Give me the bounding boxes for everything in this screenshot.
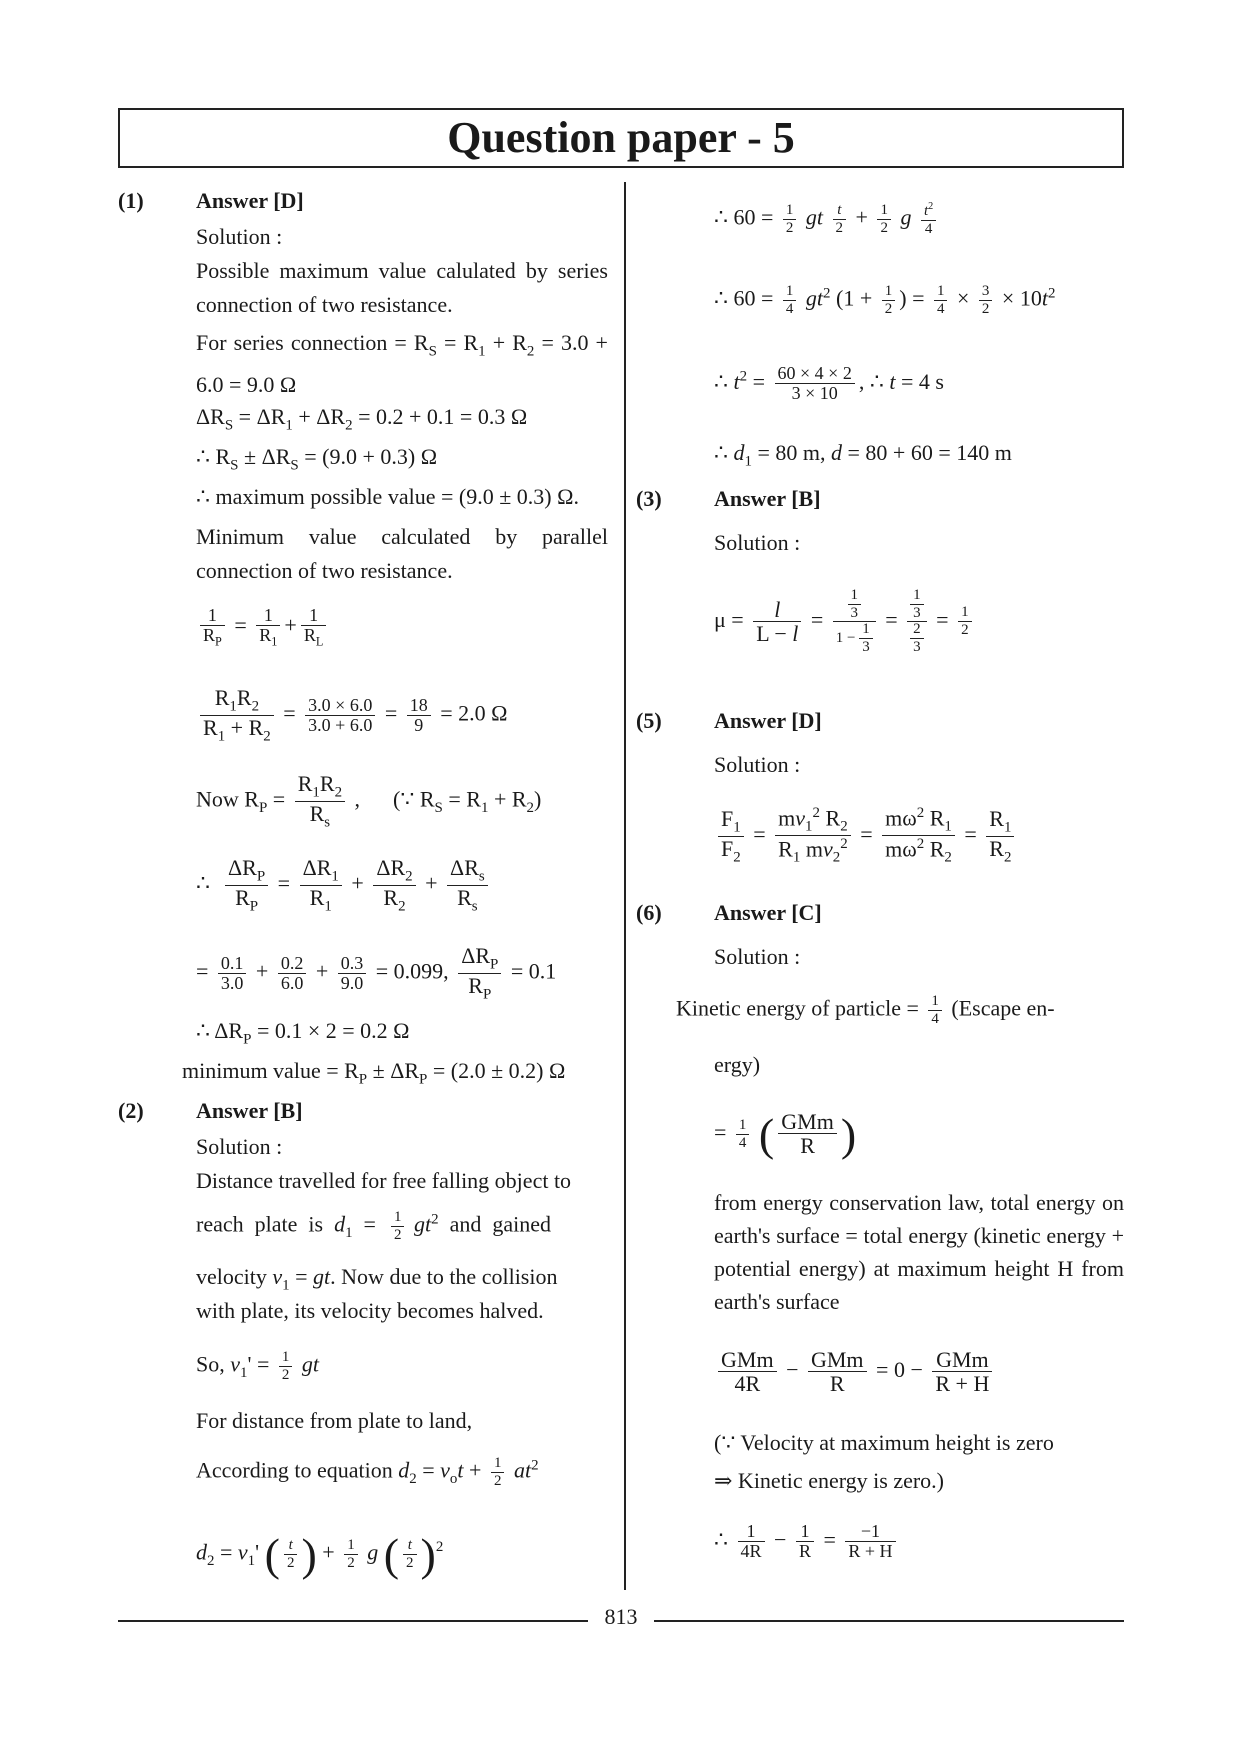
question-number-6: (6)	[636, 900, 662, 925]
q5-force-ratio: $\frac{F_1}{F_2}$ = $\frac{mv_1^2 R_2}{R_1 mv_2^2}$ = $\frac{m\omega^2 R_1}{m\omega^2 R_2}$ = $\frac{R_1}{R_2}$	[714, 806, 1018, 867]
q1-paragraph-1: Possible maximum value calulated by series connection of two resistance.	[196, 258, 608, 317]
q2-step-60-b: ∴ 60 = $\frac{1}{4}$ $gt^2$ (1 + $\frac{1}{2}$ ) = $\frac{1}{4}$ × $\frac{3}{2}$ × $10t^2$	[714, 283, 1056, 317]
question-number-1: (1)	[118, 188, 144, 213]
question-number-3: (3)	[636, 486, 662, 511]
q1-delta-rp: ∴ $\Delta R_P = 0.1 \times 2 = 0.2$ Ω	[196, 1018, 410, 1048]
solution-label-6: Solution :	[714, 944, 801, 969]
solution-label-3: Solution :	[714, 530, 801, 555]
q6-paragraph-1: from energy conservation law, total energy on earth's surface = total energy (kinetic energy + potential energy) at maximum height H from earth's surface	[714, 1190, 1124, 1314]
q6-kinetic-energy: Kinetic energy of particle = $\frac{1}{4}$ (Escape en-	[676, 993, 1055, 1027]
q1-min-value: minimum value = $R_P \pm \Delta R_P = (2.0 \pm 0.2)$ Ω	[182, 1058, 566, 1088]
column-divider	[624, 182, 626, 1590]
q1-relative-error-value: = $\frac{0.1}{3.0}$ + $\frac{0.2}{6.0}$ + $\frac{0.3}{9.0}$ = 0.099, $\Delta R_P$ $R_P$ = 0.1	[196, 943, 557, 1003]
answer-1: Answer [D]	[196, 188, 304, 213]
q6-ke-value: = $\frac{1}{4}$ ( GMm R )	[714, 1109, 857, 1160]
solution-label-1: Solution :	[196, 224, 283, 249]
q2-equation-d2: According to equation $d_2 = v_ot$ + $\frac{1}{2}$ $at^2$	[196, 1455, 539, 1489]
q3-mu-equation: μ = $\frac{l}{L - l}$ = $\frac{1}{3}$ 1 − $\frac{1}{3}$ = $\frac{\frac{1}{3}}{\frac{2}{3}}$ = $\frac{1}{2}$	[714, 588, 976, 656]
q2-d1-result: ∴ $d_1 = 80$ m, d = 80 + 60 = 140 m	[714, 440, 1012, 470]
answer-2: Answer [B]	[196, 1098, 303, 1123]
page-number: 813	[604, 1604, 638, 1629]
q6-note-2: ⇒ Kinetic energy is zero.)	[714, 1468, 945, 1493]
q6-note-1: (∵ Velocity at maximum height is zero	[714, 1430, 1054, 1455]
q1-paragraph-2: Minimum value calculated by parallel connection of two resistance.	[196, 524, 608, 583]
q2-t-squared: ∴ $t^2$ = $\frac{60 \times 4 \times 2}{3 \times 10}$ , ∴ t = 4 s	[714, 363, 944, 403]
answer-3: Answer [B]	[714, 486, 821, 511]
q1-series-equation: For series connection = $R_S = R_1 + R_2 = 3.0 + 6.0 = 9.0$ Ω	[196, 330, 608, 398]
answer-6: Answer [C]	[714, 900, 822, 925]
q1-parallel-value: $\frac{R_1R_2}{R_1 + R_2}$ = $\frac{3.0 \times 6.0}{3.0 + 6.0}$ = $\frac{18}{9}$ = 2.0 Ω	[196, 686, 508, 745]
solution-label-2: Solution :	[196, 1134, 283, 1159]
question-number-2: (2)	[118, 1098, 144, 1123]
q1-parallel-formula: $\frac{1}{R_P}$ = $\frac{1}{R_1}$ + $\frac{1}{R_L}$	[196, 606, 330, 649]
q1-now-rp: Now $R_P$ = $\frac{R_1R_2}{R_s}$ , (∵ $R_S = R_1 + R_2$)	[196, 771, 542, 831]
q1-relative-error: ∴ $\Delta R_P$ $R_P$ = $\frac{\Delta R_1}{R_1}$ + $\frac{\Delta R_2}{R_2}$ + $\Delta R_s$ $R_s$	[196, 856, 492, 915]
answer-5: Answer [D]	[714, 708, 822, 733]
q2-paragraph-3: For distance from plate to land,	[196, 1408, 473, 1433]
page-title: Question paper - 5	[118, 108, 1124, 168]
solution-label-5: Solution :	[714, 752, 801, 777]
q2-paragraph-1: Distance travelled for free falling object to	[196, 1168, 572, 1193]
q1-max-value: ∴ maximum possible value = (9.0 ± 0.3) Ω.	[196, 484, 579, 509]
q2-velocity: velocity $v_1$ = gt. Now due to the collision	[196, 1264, 558, 1294]
q1-rs-result: ∴ $R_S \pm \Delta R_S = (9.0 + 0.3)$ Ω	[196, 444, 438, 474]
footer-rule-right	[654, 1620, 1124, 1622]
question-number-5: (5)	[636, 708, 662, 733]
q2-step-60-a: ∴ 60 = $\frac{1}{2}$ gt $\frac{t}{2}$ + $\frac{1}{2}$ g $\frac{t^2}{4}$	[714, 202, 940, 237]
q6-final-equation: ∴ $\frac{1}{4R}$ − $\frac{1}{R}$ = $\frac{-1}{R + H}$	[714, 1522, 900, 1562]
q6-ke-tail: ergy)	[714, 1052, 761, 1077]
q2-paragraph-2: with plate, its velocity becomes halved.	[196, 1298, 544, 1323]
q2-v1-prime: So, $v_1'$ = $\frac{1}{2}$ gt	[196, 1349, 319, 1383]
q6-energy-equation: GMm 4R − GMm R = 0 − GMm R + H	[714, 1348, 996, 1396]
q2-d1-equation: reach plate is $d_1$ = $\frac{1}{2}$ $gt^2$ and gained	[196, 1209, 551, 1243]
q1-delta-rs: $\Delta R_S = \Delta R_1 + \Delta R_2 = 0.2 + 0.1 = 0.3$ Ω	[196, 404, 528, 434]
footer-rule-left	[118, 1620, 588, 1622]
q2-d2-substitution: $d_2 = v_1'$ ( $\frac{t}{2}$ ) + $\frac{1}{2}$ g ( $\frac{t}{2}$ )$^2$	[196, 1529, 444, 1580]
